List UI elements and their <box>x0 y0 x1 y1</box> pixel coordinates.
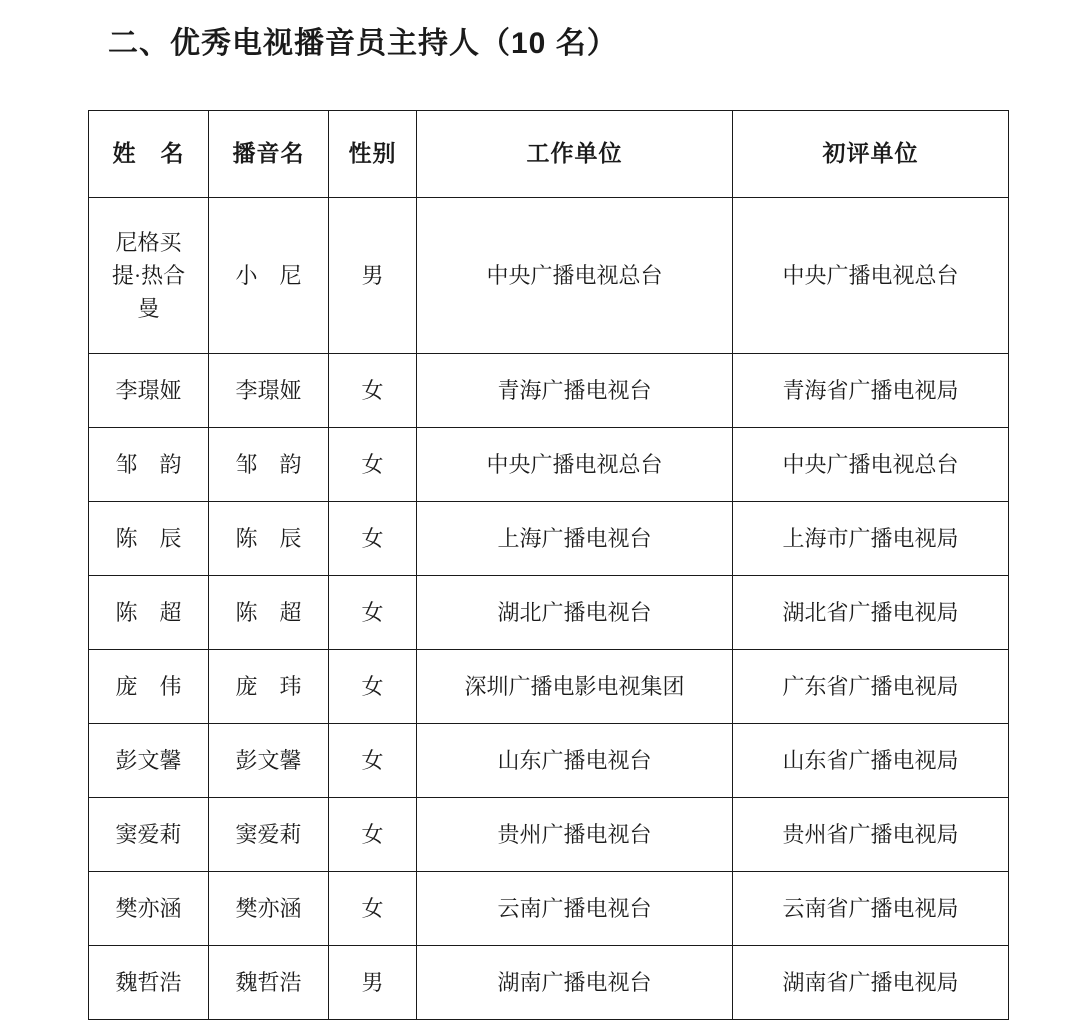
cell-review-org: 上海市广播电视局 <box>733 502 1009 576</box>
cell-review-org: 云南省广播电视局 <box>733 872 1009 946</box>
table-row <box>89 576 1009 650</box>
cell-gender: 女 <box>329 428 417 502</box>
cell-name: 庞 伟 <box>89 650 209 724</box>
cell-stage-name: 彭文馨 <box>209 724 329 798</box>
cell-name: 魏哲浩 <box>89 946 209 1020</box>
cell-org: 山东广播电视台 <box>417 724 733 798</box>
cell-stage-name: 小 尼 <box>209 198 329 354</box>
table-row <box>89 872 1009 946</box>
cell-org: 湖北广播电视台 <box>417 576 733 650</box>
cell-review-org: 广东省广播电视局 <box>733 650 1009 724</box>
table-row <box>89 354 1009 428</box>
cell-gender: 男 <box>329 946 417 1020</box>
table-row <box>89 428 1009 502</box>
cell-review-org: 青海省广播电视局 <box>733 354 1009 428</box>
cell-stage-name: 邹 韵 <box>209 428 329 502</box>
cell-name: 樊亦涵 <box>89 872 209 946</box>
name-line: 提·热合 <box>111 263 186 288</box>
cell-org: 上海广播电视台 <box>417 502 733 576</box>
cell-org: 贵州广播电视台 <box>417 798 733 872</box>
table-row <box>89 946 1009 1020</box>
cell-review-org: 湖南省广播电视局 <box>733 946 1009 1020</box>
table-row <box>89 650 1009 724</box>
cell-name: 陈 辰 <box>89 502 209 576</box>
table-row <box>89 198 1009 354</box>
cell-gender: 女 <box>329 724 417 798</box>
cell-stage-name: 陈 超 <box>209 576 329 650</box>
cell-name: 陈 超 <box>89 576 209 650</box>
cell-name: 彭文馨 <box>89 724 209 798</box>
cell-review-org: 山东省广播电视局 <box>733 724 1009 798</box>
column-header-review-org: 初评单位 <box>733 111 1009 198</box>
cell-stage-name: 李璟娅 <box>209 354 329 428</box>
cell-review-org: 贵州省广播电视局 <box>733 798 1009 872</box>
cell-org: 湖南广播电视台 <box>417 946 733 1020</box>
cell-gender: 女 <box>329 798 417 872</box>
column-header-name: 姓 名 <box>89 111 209 198</box>
table-row <box>89 798 1009 872</box>
cell-gender: 女 <box>329 576 417 650</box>
cell-gender: 女 <box>329 872 417 946</box>
announcers-table <box>88 110 1009 1020</box>
cell-org: 中央广播电视总台 <box>417 428 733 502</box>
cell-org: 深圳广播电影电视集团 <box>417 650 733 724</box>
cell-name: 邹 韵 <box>89 428 209 502</box>
cell-gender: 女 <box>329 354 417 428</box>
cell-review-org: 中央广播电视总台 <box>733 198 1009 354</box>
table-header <box>89 111 1009 198</box>
cell-gender: 女 <box>329 650 417 724</box>
cell-stage-name: 庞 玮 <box>209 650 329 724</box>
table-row <box>89 724 1009 798</box>
cell-stage-name: 樊亦涵 <box>209 872 329 946</box>
table-row <box>89 502 1009 576</box>
name-line: 尼格买 <box>115 230 182 255</box>
cell-name: 窦爱莉 <box>89 798 209 872</box>
column-header-gender: 性别 <box>329 111 417 198</box>
column-header-stage-name: 播音名 <box>209 111 329 198</box>
cell-review-org: 中央广播电视总台 <box>733 428 1009 502</box>
cell-stage-name: 窦爱莉 <box>209 798 329 872</box>
cell-org: 青海广播电视台 <box>417 354 733 428</box>
cell-review-org: 湖北省广播电视局 <box>733 576 1009 650</box>
cell-stage-name: 魏哲浩 <box>209 946 329 1020</box>
cell-gender: 女 <box>329 502 417 576</box>
column-header-org: 工作单位 <box>417 111 733 198</box>
cell-org: 云南广播电视台 <box>417 872 733 946</box>
table-body <box>89 198 1009 1020</box>
cell-name <box>89 198 209 354</box>
table-header-row <box>89 111 1009 198</box>
cell-org: 中央广播电视总台 <box>417 198 733 354</box>
cell-stage-name: 陈 辰 <box>209 502 329 576</box>
cell-name: 李璟娅 <box>89 354 209 428</box>
page-title: 二、优秀电视播音员主持人（10 名） <box>108 27 618 60</box>
name-line: 曼 <box>137 296 160 321</box>
cell-gender: 男 <box>329 198 417 354</box>
